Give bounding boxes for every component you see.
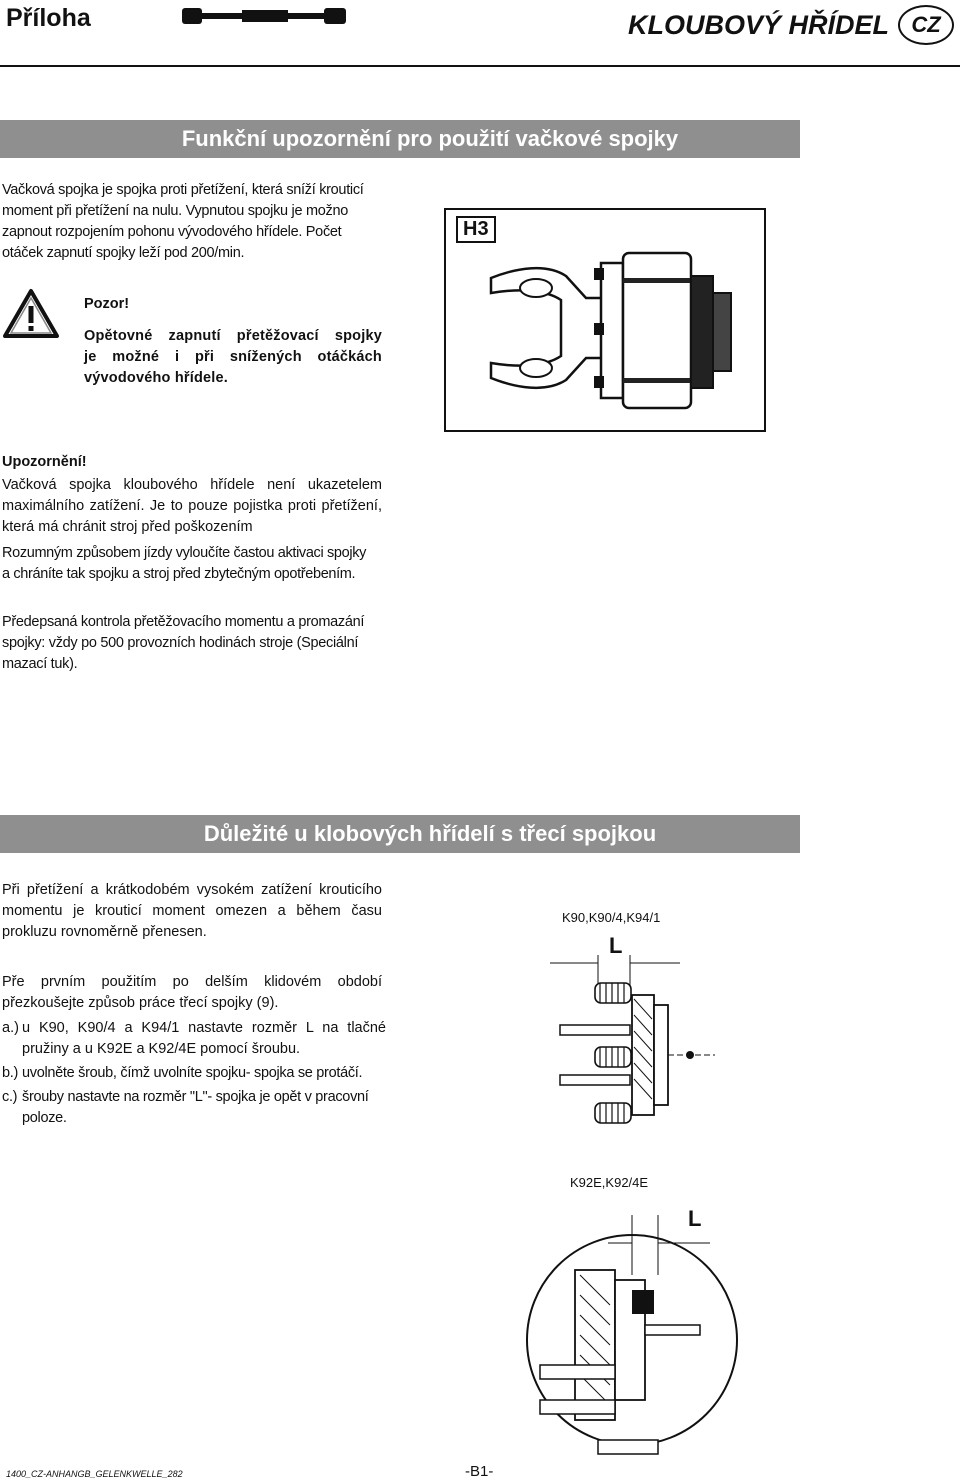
warning-title: Pozor! (84, 296, 130, 312)
driving-advice (2, 543, 382, 585)
step-line: šrouby nastavte na rozměr "L"- spojka je opět v pracovní (22, 1089, 369, 1105)
warning-line: vývodového hřídele. (84, 370, 229, 386)
document-code: 1400_CZ-ANHANGB_GELENKWELLE_282 (6, 1469, 183, 1479)
step-text (22, 1018, 386, 1060)
cam-clutch-illustration (476, 238, 746, 423)
figure-k90-label: K90,K90/4,K94/1 (562, 910, 661, 925)
note-line: maximálního zatížení. Je to pouze pojistka proti přetížení, (2, 498, 382, 514)
maintenance-line: spojky: vždy po 500 provozních hodinách stroje (Speciální (2, 635, 359, 651)
maintenance-line: Předepsaná kontrola přetěžovacího momentu a promazání (2, 614, 365, 630)
note-line: Vačková spojka kloubového hřídele není ukazetelem (2, 477, 382, 493)
step-a (2, 1018, 386, 1060)
step-c (2, 1087, 386, 1129)
document-title: KLOUBOVÝ HŘÍDEL (628, 10, 890, 40)
step-text (22, 1087, 386, 1129)
adjustment-steps (2, 1018, 386, 1129)
friction-clutch-intro (2, 880, 382, 943)
note-line: která má chránit stroj před poškozením (2, 519, 253, 535)
intro-line: prokluzu rovnoměrně přenesen. (2, 924, 207, 940)
intro-line: momentu je krouticí moment omezen a během času (2, 903, 382, 919)
note-text (2, 475, 382, 538)
step-b (2, 1063, 386, 1084)
maintenance-line: mazací tuk). (2, 656, 78, 672)
header-divider (0, 65, 960, 67)
warning-triangle-icon (2, 288, 60, 340)
driving-line: Rozumným způsobem jízdy vyloučíte častou aktivaci spojky (2, 545, 366, 561)
page-number: -B1- (465, 1463, 494, 1480)
driving-line: a chráníte tak spojku a stroj před zbytečným opotřebením. (2, 566, 356, 582)
appendix-title: Příloha (6, 4, 91, 32)
check-line: Pře prvním použitím po delším klidovém období (2, 974, 382, 990)
step-line: uvolněte šroub, čímž uvolníte spojku- spojka se protáčí. (22, 1065, 363, 1081)
figure-h3 (444, 208, 766, 432)
section2-heading: Důležité u klobových hřídelí s třecí spojkou (0, 815, 800, 853)
step-line: u K90, K90/4 a K94/1 nastavte rozměr L na tlačné (22, 1020, 386, 1036)
figure-h3-label: H3 (456, 216, 496, 243)
figure-k92e-label: K92E,K92/4E (570, 1175, 649, 1190)
driveshaft-icon (180, 4, 350, 28)
step-line: pružiny a u K92E a K92/4E pomocí šroubu. (22, 1041, 301, 1057)
maintenance-text (2, 612, 382, 675)
warning-line: Opětovné zapnutí přetěžovací spojky (84, 328, 382, 344)
intro-line: moment při přetížení na nulu. Vypnutou spojku je možno (2, 203, 348, 219)
section1-heading: Funkční upozornění pro použití vačkové spojky (0, 120, 800, 158)
friction-clutch-k92e-illustration (520, 1215, 760, 1455)
intro-line: zapnout rozpojením pohonu vývodového hřídele. Počet (2, 224, 342, 240)
check-line: přezkoušejte způsob práce třecí spojky (9). (2, 995, 279, 1011)
intro-line: Při přetížení a krátkodobém vysokém zatížení krouticího (2, 882, 382, 898)
figure-k90-dimension: L (609, 933, 623, 958)
step-marker: b.) (2, 1065, 19, 1081)
intro-line: otáček zapnutí spojky leží pod 200/min. (2, 245, 245, 261)
note-title: Upozornění! (2, 454, 87, 470)
step-marker: c.) (2, 1089, 18, 1105)
intro-line: Vačková spojka je spojka proti přetížení, která sníží krouticí (2, 182, 364, 198)
cam-clutch-intro (2, 180, 402, 264)
friction-clutch-k90-illustration (540, 955, 720, 1130)
warning-text (84, 326, 382, 389)
figure-k92e-dimension: L (688, 1206, 702, 1231)
step-line: poloze. (22, 1110, 67, 1126)
warning-line: je možné i při snížených otáčkách (84, 349, 382, 365)
first-use-check (2, 972, 382, 1014)
language-badge: CZ (898, 5, 954, 45)
step-marker: a.) (2, 1020, 19, 1036)
